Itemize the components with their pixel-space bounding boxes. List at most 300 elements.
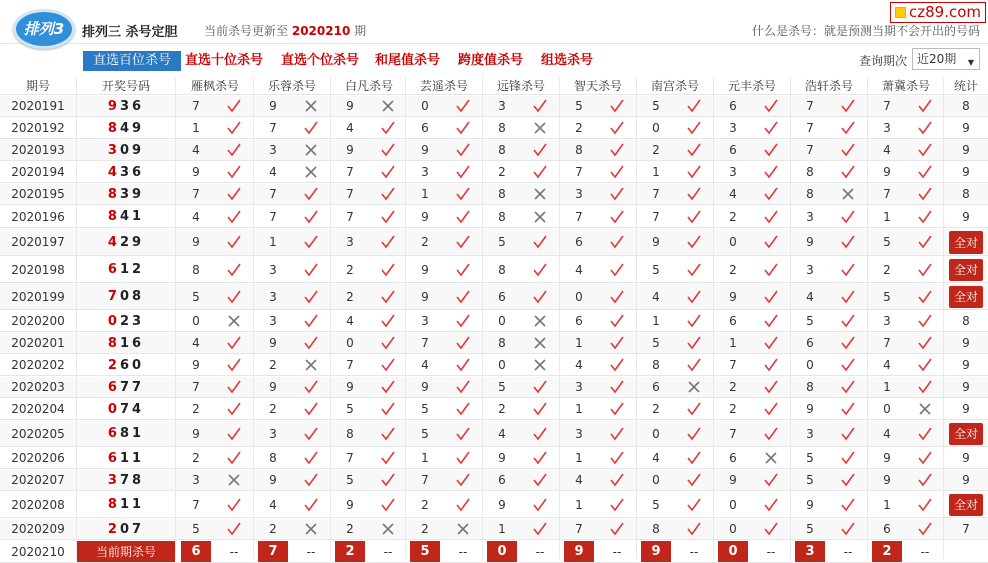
correct-check-icon [369,229,407,255]
correct-check-icon [215,333,253,353]
correct-check-icon [752,519,790,539]
kill-number: 0 [729,522,737,536]
kill-number: 5 [192,522,200,536]
draw-number [77,399,175,419]
kill-table [0,77,988,559]
draw-tens-units: 12 [119,262,145,277]
kill-number: 8 [498,143,506,157]
column-divider [867,77,868,559]
kill-number: 1 [883,380,891,394]
correct-check-icon [521,470,559,490]
correct-check-icon [906,140,944,160]
correct-check-icon [598,184,636,204]
current-pending: -- [766,544,776,559]
kill-number: 8 [498,336,506,350]
kill-number: 2 [498,165,506,179]
kill-number: 9 [421,262,429,277]
correct-check-icon [521,96,559,116]
correct-check-icon [598,206,636,227]
kill-number: 0 [652,121,660,135]
issue-cell: 2020197 [11,235,65,249]
kill-number: 9 [729,473,737,487]
kill-number: 5 [346,473,354,487]
correct-check-icon [369,284,407,309]
correct-check-icon [675,470,713,490]
draw-tens-units: 41 [119,209,145,224]
stat-cell: 8 [962,314,970,328]
draw-number [77,96,175,116]
wrong-cross-icon [444,519,482,539]
table-row [0,448,988,469]
column-divider [330,77,331,559]
stat-cell: 9 [962,380,970,394]
col-header-expert-8: 元丰杀号 [727,79,776,93]
kill-number: 9 [421,143,429,157]
correct-check-icon [829,519,867,539]
draw-tens-units: 39 [119,186,145,202]
kill-number: 2 [729,402,737,416]
current-kill-number: 9 [641,541,671,562]
kill-number: 7 [269,209,277,224]
correct-check-icon [215,140,253,160]
correct-check-icon [598,140,636,160]
column-divider [253,77,254,559]
correct-check-icon [598,355,636,375]
kill-number: 2 [883,262,891,277]
correct-check-icon [292,284,330,309]
draw-tens-units: 11 [119,450,145,466]
kill-number: 3 [729,121,737,135]
kill-number: 6 [729,143,737,157]
correct-check-icon [521,448,559,468]
kill-number: 5 [498,235,506,249]
draw-hundreds: 9 [107,98,120,114]
kill-number: 3 [346,235,354,249]
correct-check-icon [598,229,636,255]
kill-number: 7 [883,187,891,201]
kill-number: 5 [421,426,429,441]
draw-hundreds: 8 [107,335,120,351]
table-row [0,519,988,540]
current-kill-number: 2 [872,541,902,562]
wrong-cross-icon [292,519,330,539]
draw-tens-units: 23 [119,313,145,329]
kill-number: 7 [575,209,583,224]
col-header-expert-2: 乐蓉杀号 [267,79,316,93]
correct-check-icon [215,118,253,138]
correct-check-icon [675,492,713,517]
kill-number: 4 [652,451,660,465]
kill-number: 9 [192,165,200,179]
correct-check-icon [675,311,713,331]
kill-number: 3 [192,473,200,487]
correct-check-icon [675,355,713,375]
kill-number: 2 [729,209,737,224]
col-header-expert-1: 雁枫杀号 [190,79,239,93]
correct-check-icon [215,257,253,282]
kill-number: 7 [346,165,354,179]
correct-check-icon [598,118,636,138]
kill-number: 2 [346,262,354,277]
kill-number: 2 [729,262,737,277]
correct-check-icon [444,184,482,204]
correct-check-icon [215,448,253,468]
wrong-cross-icon [215,311,253,331]
correct-check-icon [215,184,253,204]
correct-check-icon [444,333,482,353]
kill-number: 7 [346,187,354,201]
correct-check-icon [369,257,407,282]
current-issue-cell: 2020210 [11,544,65,559]
kill-number: 8 [806,187,814,201]
column-divider [76,77,77,559]
kill-number: 2 [346,522,354,536]
kill-number: 5 [883,289,891,304]
correct-check-icon [369,448,407,468]
correct-check-icon [292,470,330,490]
kill-number: 1 [575,336,583,350]
kill-number: 4 [269,165,277,179]
kill-number: 6 [806,336,814,350]
draw-number [77,118,175,138]
correct-check-icon [752,284,790,309]
issue-cell: 2020194 [11,165,65,179]
correct-check-icon [598,470,636,490]
issue-cell: 2020201 [11,336,65,350]
kill-number: 2 [421,497,429,512]
kill-number: 2 [652,143,660,157]
query-label: 查询期次 [859,54,908,68]
stat-cell [944,492,988,517]
correct-check-icon [215,421,253,446]
kill-number: 2 [421,235,429,249]
kill-explain: 什么是杀号：就是预测当期不会开出的号码 [751,24,980,38]
current-kill-number: 0 [487,541,517,562]
kill-number: 6 [575,235,583,249]
kill-number: 7 [883,336,891,350]
kill-number: 7 [421,473,429,487]
draw-tens-units: 36 [119,98,145,114]
draw-hundreds: 6 [107,379,120,395]
kill-number: 2 [652,402,660,416]
wrong-cross-icon [369,96,407,116]
issue-cell: 2020193 [11,143,65,157]
correct-check-icon [752,118,790,138]
table-row [0,421,988,447]
tab-6[interactable]: 组选杀号 [541,53,594,68]
correct-check-icon [444,377,482,397]
kill-number: 1 [575,402,583,416]
kill-number: 0 [806,358,814,372]
correct-check-icon [906,184,944,204]
kill-number: 4 [883,426,891,441]
correct-check-icon [752,492,790,517]
kill-number: 8 [652,358,660,372]
draw-tens-units: 16 [119,335,145,351]
correct-check-icon [906,333,944,353]
correct-check-icon [906,519,944,539]
correct-check-icon [292,448,330,468]
draw-hundreds: 3 [107,472,120,488]
draw-number [77,355,175,375]
stat-cell: 7 [962,522,970,536]
kill-number: 0 [192,314,200,328]
kill-number: 9 [498,451,506,465]
wrong-cross-icon [215,470,253,490]
correct-check-icon [215,229,253,255]
table-header [0,77,988,95]
kill-number: 1 [575,451,583,465]
kill-number: 7 [729,426,737,441]
current-kill-row [0,541,988,563]
table-row [0,470,988,491]
dropdown-arrow-icon: ▼ [967,58,974,67]
correct-check-icon [675,421,713,446]
correct-check-icon [752,311,790,331]
kill-number: 0 [346,336,354,350]
update-notice [204,22,366,39]
kill-number: 7 [192,497,200,512]
kill-number: 0 [729,497,737,512]
correct-check-icon [906,96,944,116]
current-kill-number: 2 [335,541,365,562]
pl3-logo[interactable] [13,9,75,49]
issue-cell: 2020200 [11,314,65,328]
correct-check-icon [215,162,253,182]
stat-cell: 9 [962,473,970,487]
draw-number [77,333,175,353]
tab-2[interactable]: 直选十位杀号 [185,53,264,68]
query-period-select[interactable] [912,48,980,70]
kill-number: 0 [883,402,891,416]
wrong-cross-icon [292,96,330,116]
correct-check-icon [292,377,330,397]
col-header-issue: 期号 [25,79,50,93]
kill-number: 3 [575,380,583,394]
query-value: 近20期 [917,52,957,66]
correct-check-icon [598,257,636,282]
table-row [0,311,988,332]
stat-cell: 9 [962,451,970,465]
kill-number: 9 [883,165,891,179]
correct-check-icon [444,355,482,375]
kill-number: 7 [346,209,354,224]
draw-hundreds: 3 [107,142,120,158]
table-row [0,162,988,183]
col-header-draw: 开奖号码 [101,79,150,93]
kill-number: 9 [729,289,737,304]
kill-number: 3 [269,289,277,304]
column-divider [405,77,406,559]
col-header-expert-4: 芸遥杀号 [419,79,468,93]
correct-check-icon [292,229,330,255]
kill-number: 8 [192,262,200,277]
column-divider [559,77,560,559]
draw-hundreds: 6 [107,426,120,441]
kill-number: 3 [269,314,277,328]
kill-number: 9 [421,289,429,304]
draw-tens-units: 29 [119,234,145,250]
correct-check-icon [675,162,713,182]
correct-check-icon [598,492,636,517]
col-header-expert-7: 南宫杀号 [650,79,699,93]
column-divider [175,77,176,559]
table-row [0,140,988,161]
tab-4[interactable]: 和尾值杀号 [375,53,441,68]
current-kill-number: 0 [718,541,748,562]
table-row [0,377,988,398]
draw-tens-units: 78 [119,472,145,488]
kill-number: 5 [806,522,814,536]
tab-3[interactable]: 直选个位杀号 [281,53,360,68]
correct-check-icon [369,118,407,138]
wrong-cross-icon [292,140,330,160]
all-correct-badge: 全对 [949,423,983,445]
table-row [0,96,988,117]
kill-number: 9 [806,402,814,416]
kill-number: 7 [192,380,200,394]
correct-check-icon [906,257,944,282]
issue-cell: 2020203 [11,380,65,394]
correct-check-icon [215,284,253,309]
correct-check-icon [675,96,713,116]
correct-check-icon [215,355,253,375]
all-correct-badge: 全对 [949,231,983,254]
column-divider [943,77,944,559]
correct-check-icon [292,492,330,517]
wrong-cross-icon [521,184,559,204]
col-header-expert-3: 白凡杀号 [344,79,393,93]
kill-number: 0 [729,235,737,249]
correct-check-icon [292,184,330,204]
kill-number: 7 [806,99,814,113]
correct-check-icon [598,311,636,331]
stat-cell: 9 [962,209,970,224]
kill-number: 7 [346,358,354,372]
kill-number: 9 [421,209,429,224]
correct-check-icon [369,399,407,419]
correct-check-icon [752,355,790,375]
kill-number: 5 [652,262,660,277]
column-divider [636,77,637,559]
correct-check-icon [521,257,559,282]
kill-type-nav [0,48,988,72]
correct-check-icon [292,421,330,446]
wrong-cross-icon [369,519,407,539]
issue-cell: 2020205 [11,426,65,441]
draw-tens-units: 74 [119,401,145,417]
correct-check-icon [675,118,713,138]
page-title: 排列三 杀号定胆 [82,25,178,40]
correct-check-icon [906,284,944,309]
kill-number: 7 [806,143,814,157]
stat-cell: 8 [962,187,970,201]
correct-check-icon [829,311,867,331]
stat-cell: 9 [962,165,970,179]
update-prefix: 当前杀号更新至 [204,24,289,38]
current-pending: -- [306,544,316,559]
correct-check-icon [829,229,867,255]
draw-hundreds: 8 [107,120,120,136]
stat-cell [944,421,988,446]
issue-cell: 2020196 [11,209,65,224]
wrong-cross-icon [521,355,559,375]
draw-tens-units: 81 [119,426,145,441]
issue-cell: 2020199 [11,289,65,304]
kill-number: 4 [729,187,737,201]
correct-check-icon [829,377,867,397]
table-row [0,333,988,354]
kill-number: 5 [346,402,354,416]
kill-number: 9 [652,235,660,249]
correct-check-icon [598,96,636,116]
kill-number: 3 [421,165,429,179]
col-header-expert-6: 智天杀号 [573,79,622,93]
draw-hundreds: 7 [107,289,120,304]
correct-check-icon [215,377,253,397]
kill-number: 0 [652,426,660,441]
correct-check-icon [444,470,482,490]
draw-number [77,492,175,517]
current-pending: -- [535,544,545,559]
correct-check-icon [906,229,944,255]
correct-check-icon [444,162,482,182]
kill-number: 4 [575,262,583,277]
correct-check-icon [215,492,253,517]
kill-number: 2 [192,402,200,416]
correct-check-icon [829,492,867,517]
kill-number: 4 [192,336,200,350]
correct-check-icon [752,377,790,397]
correct-check-icon [829,333,867,353]
kill-number: 8 [806,380,814,394]
col-header-expert-10: 萧冀杀号 [881,79,930,93]
kill-number: 9 [498,497,506,512]
site-badge[interactable] [890,2,986,23]
correct-check-icon [598,162,636,182]
correct-check-icon [906,355,944,375]
draw-number [77,229,175,255]
correct-check-icon [752,206,790,227]
tab-5[interactable]: 跨度值杀号 [458,53,524,68]
issue-cell: 2020204 [11,402,65,416]
draw-tens-units: 60 [119,357,145,373]
correct-check-icon [829,355,867,375]
kill-number: 8 [498,262,506,277]
correct-check-icon [292,118,330,138]
kill-number: 6 [498,473,506,487]
current-pending: -- [843,544,853,559]
draw-hundreds: 0 [107,401,120,417]
stat-cell: 9 [962,121,970,135]
kill-number: 9 [192,426,200,441]
correct-check-icon [292,399,330,419]
kill-number: 7 [652,187,660,201]
correct-check-icon [675,257,713,282]
correct-check-icon [598,284,636,309]
draw-hundreds: 6 [107,262,120,277]
current-kill-number: 9 [564,541,594,562]
kill-number: 1 [883,209,891,224]
correct-check-icon [752,421,790,446]
col-header-expert-9: 浩轩杀号 [804,79,853,93]
correct-check-icon [292,333,330,353]
kill-number: 2 [346,289,354,304]
wrong-cross-icon [292,162,330,182]
kill-number: 9 [421,380,429,394]
kill-number: 1 [652,314,660,328]
tab-1[interactable]: 直选百位杀号 [83,51,181,71]
